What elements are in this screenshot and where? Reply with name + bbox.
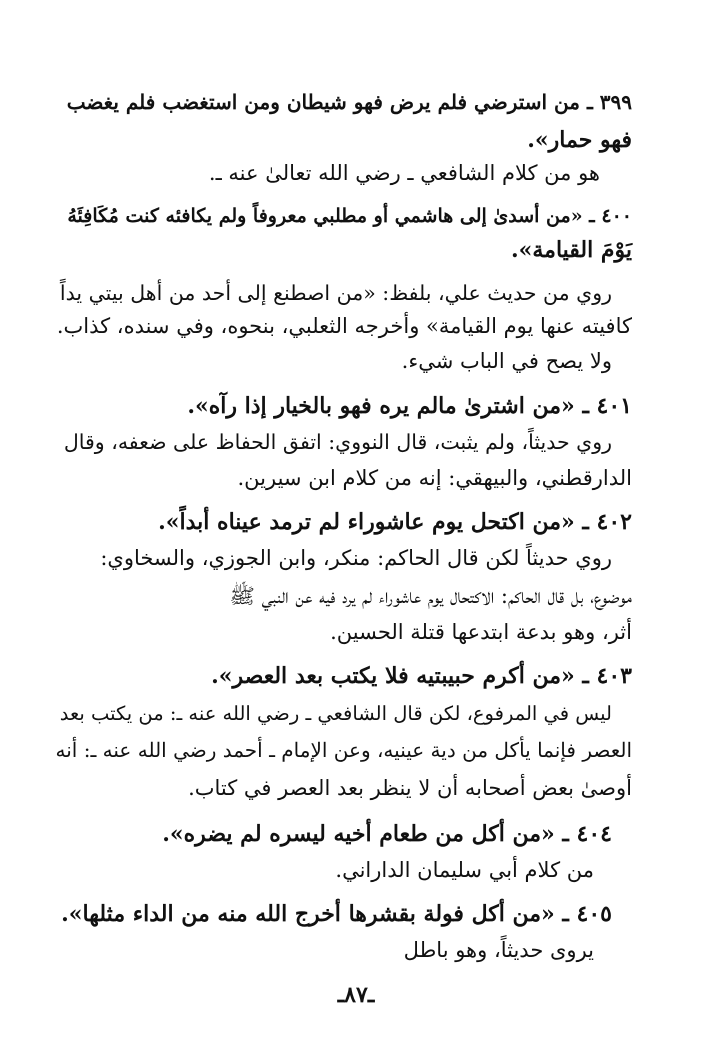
entry-401-heading: ٤٠١ ـ «من اشترىٰ مالم يره فهو بالخيار إذا رآه».	[187, 393, 632, 419]
entry-403-body-line-3: أوصىٰ بعض أصحابه أن لا ينظر بعد العصر في كتاب.	[188, 776, 632, 800]
entry-399-body-line-1: هو من كلام الشافعي ـ رضي الله تعالىٰ عنه ـ.	[208, 161, 600, 185]
entry-404-heading: ٤٠٤ ـ «من أكل من طعام أخيه ليسره لم يضره».	[162, 821, 612, 847]
entry-401-body-line-1: روي حديثاً، ولم يثبت، قال النووي: اتفق الحفاظ على ضعفه، وقال	[63, 430, 612, 454]
entry-400-heading-line-1: ٤٠٠ ـ «من أسدىٰ إلى هاشمي أو مطلبي معروفاً ولم يكافئه كنت مُكَافِئَهُ	[67, 205, 632, 227]
entry-400-heading-line-2: يَوْمَ القيامة».	[510, 237, 632, 263]
entry-402-heading: ٤٠٢ ـ «من اكتحل يوم عاشوراء لم ترمد عيناه أبداً».	[158, 509, 632, 535]
entry-403-body-line-1: ليس في المرفوع، لكن قال الشافعي ـ رضي الله عنه ـ: من يكتب بعد	[59, 702, 612, 725]
entry-402-body-line-3: أثر، وهو بدعة ابتدعها قتلة الحسين.	[330, 620, 632, 644]
entry-400-body-line-2: كافيته عنها يوم القيامة» وأخرجه الثعلبي، بنحوه، وفي سنده، كذاب.	[56, 314, 632, 338]
entry-405-heading: ٤٠٥ ـ «من أكل فولة بقشرها أخرج الله منه من الداء مثلها».	[61, 901, 612, 927]
page-number: ـ٨٧ـ	[337, 982, 375, 1008]
entry-403-body-line-2: العصر فإنما يأكل من دية عينيه، وعن الإمام ـ أحمد رضي الله عنه ـ: أنه	[55, 738, 632, 762]
entry-402-body-line-2: موضوع، بل قال الحاكم: الاكتحال يوم عاشوراء لم يرد فيه عن النبي ﷺ	[229, 584, 632, 608]
entry-400-body-line-1: روي من حديث علي، بلفظ: «من اصطنع إلى أحد من أهل بيتي يداً	[59, 281, 612, 305]
entry-402-body-line-1: روي حديثاً لكن قال الحاكم: منكر، وابن الجوزي، والسخاوي:	[100, 546, 612, 570]
entry-399-heading-line-2: فهو حمار».	[527, 127, 632, 153]
entry-401-body-line-2: الدارقطني، والبيهقي: إنه من كلام ابن سيرين.	[237, 466, 632, 490]
entry-400-body-line-3: ولا يصح في الباب شيء.	[401, 349, 612, 373]
entry-403-heading: ٤٠٣ ـ «من أكرم حبيبتيه فلا يكتب بعد العصر».	[211, 663, 632, 689]
entry-404-body-line-1: من كلام أبي سليمان الداراني.	[335, 858, 594, 882]
entry-399-heading-line-1: ٣٩٩ ـ من استرضي فلم يرض فهو شيطان ومن استغضب فلم يغضب	[66, 90, 632, 114]
entry-405-body-line-1: يروى حديثاً، وهو باطل	[403, 938, 594, 962]
